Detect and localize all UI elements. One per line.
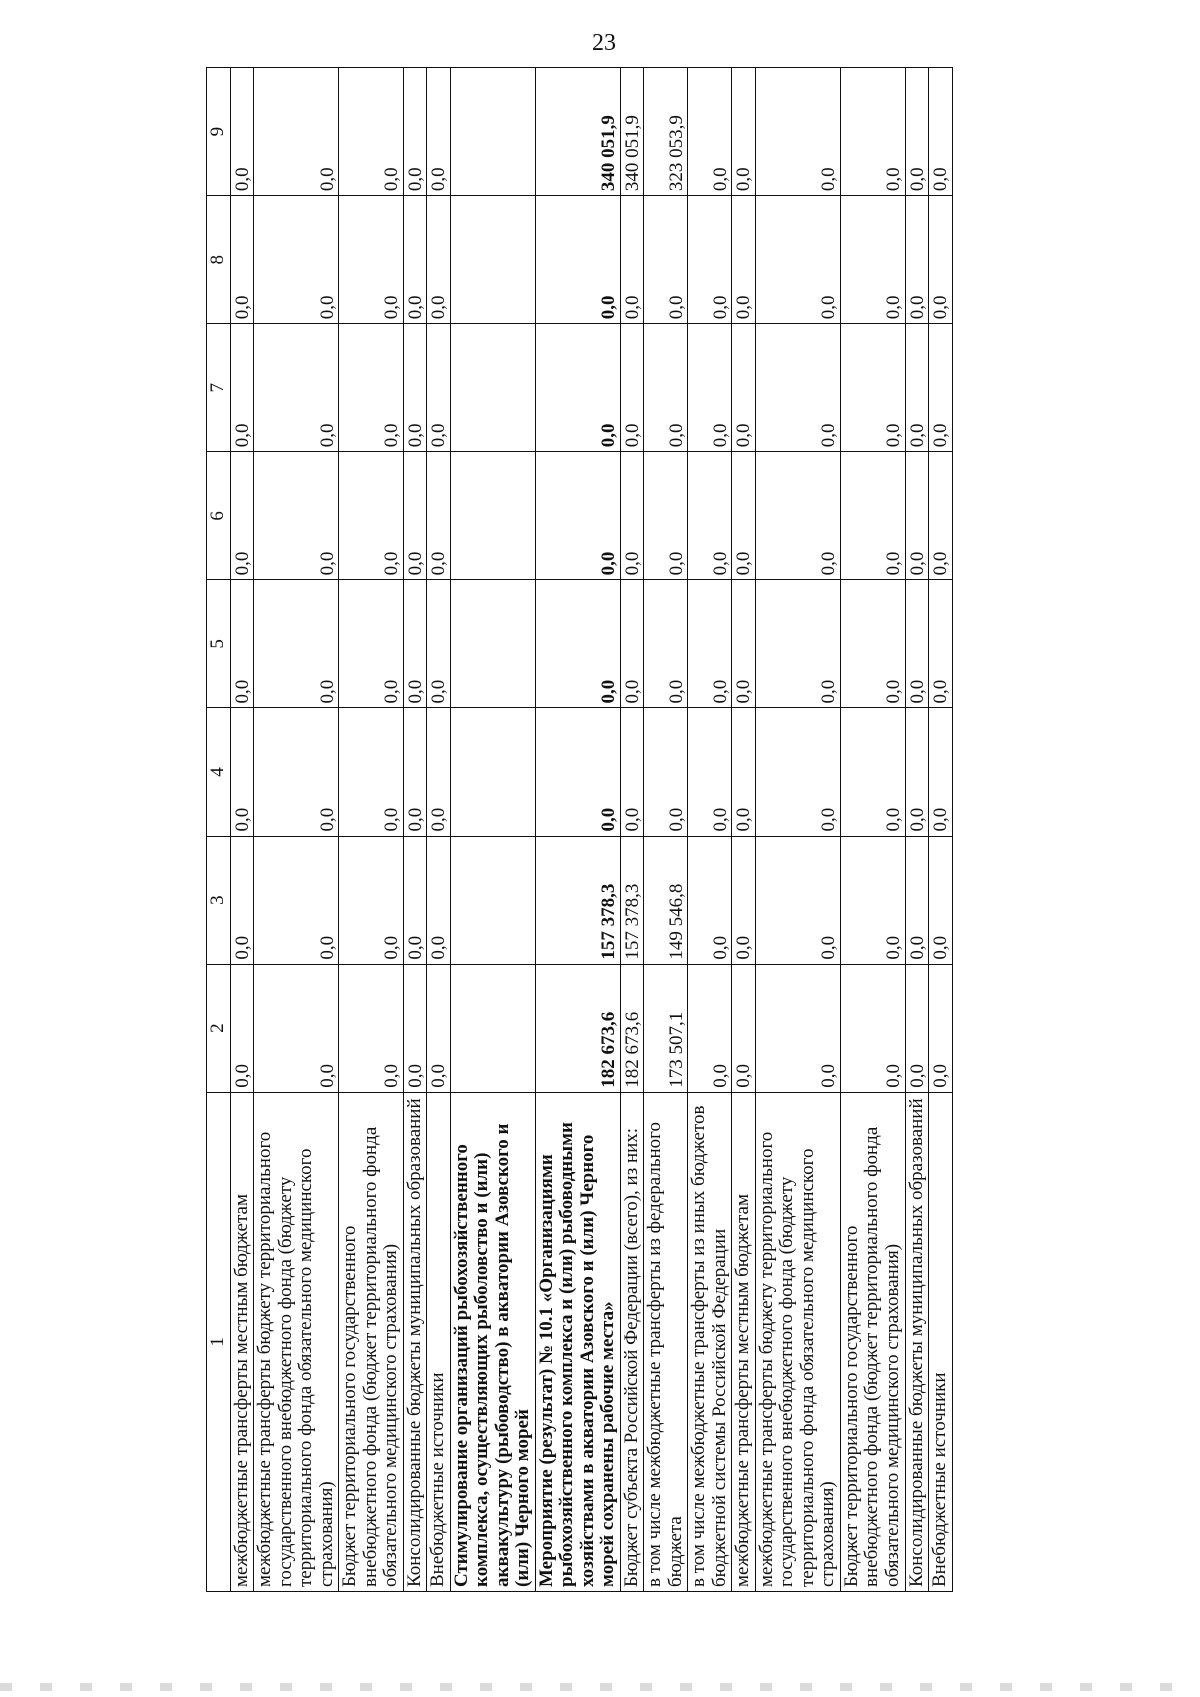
table-cell: 0,0: [732, 580, 756, 708]
table-cell: 0,0: [254, 452, 339, 580]
table-cell: 0,0: [644, 324, 688, 452]
table-cell: 0,0: [254, 964, 339, 1092]
table-cell: 0,0: [688, 580, 732, 708]
table-cell: 0,0: [620, 452, 644, 580]
table-cell: 0,0: [688, 68, 732, 196]
table-row: [840, 68, 905, 1592]
table-cell: 0,0: [427, 708, 451, 836]
table-cell: 0,0: [929, 708, 953, 836]
column-header: 4: [207, 708, 231, 836]
column-header: 8: [207, 196, 231, 324]
table-cell: 0,0: [230, 196, 254, 324]
table-row: [254, 68, 339, 1592]
table-cell: 0,0: [755, 196, 840, 324]
table-cell: 0,0: [427, 836, 451, 964]
table-cell: 0,0: [427, 580, 451, 708]
table-cell: 0,0: [688, 836, 732, 964]
table-cell: 0,0: [254, 836, 339, 964]
table-cell: 0,0: [755, 964, 840, 1092]
table-cell: 0,0: [732, 964, 756, 1092]
table-cell: 0,0: [427, 324, 451, 452]
table-cell: [450, 452, 535, 580]
table-cell: 0,0: [755, 324, 840, 452]
row-label: в том числе межбюджетные трансферты из иных бюджетов бюджетной системы Российской Федерации: [688, 1092, 732, 1591]
table-cell: 0,0: [644, 580, 688, 708]
row-label: Бюджет территориального государственного внебюджетного фонда (бюджет территориального фонда обязательного медицинского страхования): [339, 1092, 404, 1591]
table-cell: 0,0: [905, 324, 929, 452]
column-header: 3: [207, 836, 231, 964]
row-label: Бюджет субъекта Российской Федерации (всего), из них:: [620, 1092, 644, 1591]
column-header: 1: [207, 1092, 231, 1591]
table-header-row: [207, 68, 231, 1592]
row-label: Мероприятие (результат) № 10.1 «Организациями рыбохозяйственного комплекса и (или) рыбоводными хозяйствами в акватории Азовского и (или) Черного морей сохранены рабочие места»: [535, 1092, 620, 1591]
row-label: межбюджетные трансферты бюджету территориального государственного внебюджетного фонда (бюджету территориального фонда обязательного медицинского страхования): [755, 1092, 840, 1591]
table-cell: 0,0: [840, 580, 905, 708]
table-cell: 0,0: [840, 196, 905, 324]
table-cell: 0,0: [929, 580, 953, 708]
table-cell: 0,0: [688, 196, 732, 324]
table-row: [905, 68, 929, 1592]
table-cell: 0,0: [840, 68, 905, 196]
table-cell: 340 051,9: [620, 68, 644, 196]
table-cell: 0,0: [427, 452, 451, 580]
table-cell: 0,0: [535, 196, 620, 324]
table-cell: 0,0: [427, 964, 451, 1092]
table-cell: 0,0: [339, 196, 404, 324]
table-cell: 0,0: [403, 836, 427, 964]
table-cell: 0,0: [254, 68, 339, 196]
table-cell: 0,0: [339, 836, 404, 964]
table-cell: 0,0: [644, 708, 688, 836]
table-row: [535, 68, 620, 1592]
table-row: [732, 68, 756, 1592]
table-cell: 0,0: [403, 196, 427, 324]
table-cell: [450, 836, 535, 964]
table-cell: 0,0: [840, 708, 905, 836]
table-cell: 0,0: [905, 452, 929, 580]
table-cell: 0,0: [644, 452, 688, 580]
row-label: межбюджетные трансферты бюджету территориального государственного внебюджетного фонда (бюджету территориального фонда обязательного медицинского страхования): [254, 1092, 339, 1591]
table-cell: 0,0: [620, 324, 644, 452]
table-cell: 0,0: [339, 964, 404, 1092]
table-cell: 0,0: [840, 324, 905, 452]
table-cell: 182 673,6: [535, 964, 620, 1092]
table-cell: 0,0: [755, 580, 840, 708]
table-cell: 0,0: [403, 452, 427, 580]
table-cell: [450, 708, 535, 836]
table-cell: 0,0: [427, 68, 451, 196]
page-number: 23: [592, 30, 616, 56]
table-cell: 173 507,1: [644, 964, 688, 1092]
table-cell: 0,0: [840, 452, 905, 580]
column-header: 5: [207, 580, 231, 708]
table-cell: 0,0: [732, 324, 756, 452]
row-label: межбюджетные трансферты местным бюджетам: [732, 1092, 756, 1591]
table-cell: 0,0: [254, 708, 339, 836]
table-row: [450, 68, 535, 1592]
table-cell: 0,0: [905, 708, 929, 836]
table-cell: 0,0: [732, 196, 756, 324]
table-cell: 0,0: [230, 324, 254, 452]
table-cell: 182 673,6: [620, 964, 644, 1092]
row-label: Консолидированные бюджеты муниципальных образований: [905, 1092, 929, 1591]
table-cell: 0,0: [339, 452, 404, 580]
table-cell: 0,0: [403, 324, 427, 452]
table-cell: 0,0: [620, 196, 644, 324]
table-cell: 0,0: [905, 580, 929, 708]
table-cell: 0,0: [535, 452, 620, 580]
table-cell: 0,0: [732, 708, 756, 836]
table-cell: 0,0: [688, 452, 732, 580]
table-cell: 0,0: [620, 708, 644, 836]
table-cell: 0,0: [732, 836, 756, 964]
table-cell: 0,0: [644, 196, 688, 324]
table-cell: 0,0: [755, 452, 840, 580]
row-label: Внебюджетные источники: [929, 1092, 953, 1591]
scan-edge-artifact: [0, 1683, 1200, 1691]
table-cell: 0,0: [230, 708, 254, 836]
table-cell: [450, 196, 535, 324]
table-cell: 0,0: [688, 708, 732, 836]
table-cell: 0,0: [535, 580, 620, 708]
table-cell: 0,0: [905, 68, 929, 196]
table-cell: 0,0: [732, 68, 756, 196]
table-cell: 0,0: [732, 452, 756, 580]
table-cell: 0,0: [688, 964, 732, 1092]
table-cell: 0,0: [403, 708, 427, 836]
column-header: 9: [207, 68, 231, 196]
table-cell: 0,0: [339, 68, 404, 196]
table-cell: 0,0: [620, 580, 644, 708]
row-label: Внебюджетные источники: [427, 1092, 451, 1591]
table-cell: 157 378,3: [620, 836, 644, 964]
table-cell: 323 053,9: [644, 68, 688, 196]
column-header: 2: [207, 964, 231, 1092]
table-row: [755, 68, 840, 1592]
table-cell: 0,0: [840, 836, 905, 964]
table-row: [230, 68, 254, 1592]
table-cell: 0,0: [403, 964, 427, 1092]
table-cell: 157 378,3: [535, 836, 620, 964]
table-cell: 0,0: [254, 324, 339, 452]
table-cell: 0,0: [254, 580, 339, 708]
budget-table: [206, 67, 953, 1592]
row-label: межбюджетные трансферты местным бюджетам: [230, 1092, 254, 1591]
table-row: [929, 68, 953, 1592]
table-cell: [450, 964, 535, 1092]
table-cell: 0,0: [254, 196, 339, 324]
row-label: Бюджет территориального государственного внебюджетного фонда (бюджет территориального фонда обязательного медицинского страхования): [840, 1092, 905, 1591]
table-cell: 0,0: [427, 196, 451, 324]
table-cell: [450, 68, 535, 196]
table-cell: 0,0: [755, 836, 840, 964]
table-cell: 0,0: [230, 964, 254, 1092]
table-cell: 0,0: [230, 68, 254, 196]
table-cell: 0,0: [535, 324, 620, 452]
table-cell: 0,0: [403, 68, 427, 196]
row-label: Консолидированные бюджеты муниципальных образований: [403, 1092, 427, 1591]
table-body: [230, 68, 952, 1592]
table-cell: 0,0: [905, 836, 929, 964]
rotated-table-container: [206, 67, 1088, 1592]
table-cell: 0,0: [929, 964, 953, 1092]
table-cell: 0,0: [688, 324, 732, 452]
row-label: в том числе межбюджетные трансферты из федерального бюджета: [644, 1092, 688, 1591]
table-cell: 0,0: [230, 580, 254, 708]
table-row: [339, 68, 404, 1592]
column-header: 6: [207, 452, 231, 580]
table-cell: 0,0: [840, 964, 905, 1092]
table-cell: 0,0: [929, 836, 953, 964]
table-cell: 0,0: [535, 708, 620, 836]
table-cell: 340 051,9: [535, 68, 620, 196]
table-cell: 0,0: [230, 836, 254, 964]
table-row: [644, 68, 688, 1592]
table-cell: [450, 580, 535, 708]
table-cell: 0,0: [929, 452, 953, 580]
table-cell: 149 546,8: [644, 836, 688, 964]
table-cell: 0,0: [339, 580, 404, 708]
table-row: [403, 68, 427, 1592]
table-cell: 0,0: [929, 324, 953, 452]
table-cell: 0,0: [929, 68, 953, 196]
table-cell: 0,0: [755, 68, 840, 196]
row-label: Стимулирование организаций рыбохозяйственного комплекса, осуществляющих рыболовство и (или) аквакультуру (рыбоводство) в акватории Азовского и (или) Черного морей: [450, 1092, 535, 1591]
table-row: [427, 68, 451, 1592]
table-row: [620, 68, 644, 1592]
table-row: [688, 68, 732, 1592]
table-cell: 0,0: [403, 580, 427, 708]
table-cell: 0,0: [929, 196, 953, 324]
table-cell: 0,0: [905, 964, 929, 1092]
table-cell: 0,0: [755, 708, 840, 836]
column-header: 7: [207, 324, 231, 452]
table-cell: [450, 324, 535, 452]
table-cell: 0,0: [905, 196, 929, 324]
table-cell: 0,0: [339, 324, 404, 452]
table-cell: 0,0: [230, 452, 254, 580]
table-cell: 0,0: [339, 708, 404, 836]
